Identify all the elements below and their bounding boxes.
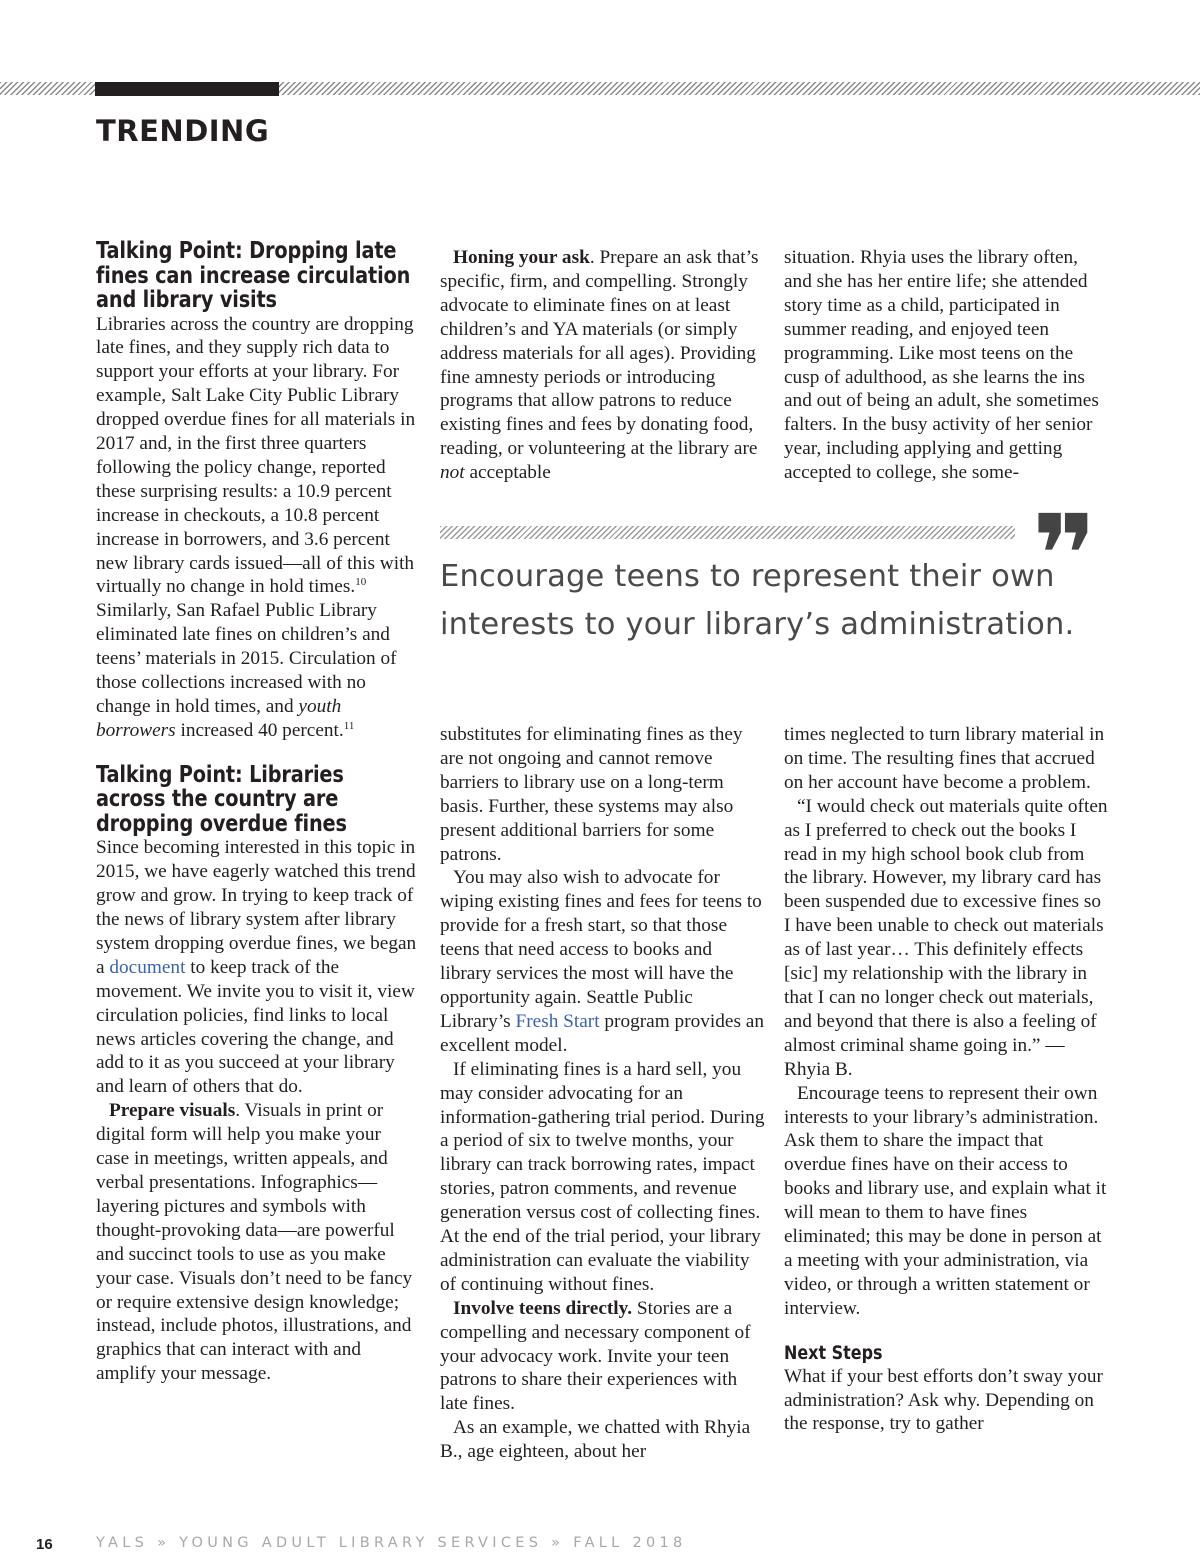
footer-separator-2: » (551, 1535, 565, 1551)
talking-point-heading-2: Talking Point: Libraries across the country are dropping overdue fines (96, 761, 347, 837)
column-2-bottom (440, 723, 765, 1464)
paragraph-example: As an example, we chatted with Rhyia B., age eighteen, about her (440, 1417, 751, 1463)
footnote-ref-10: 10 (355, 576, 367, 589)
paragraph-next-steps: What if your best efforts don’t sway your administration? Ask why. Depending on the response, try to gather (784, 1365, 1103, 1435)
paragraph-substitutes: substitutes for eliminating fines as they are not ongoing and cannot remove barriers to library use on a long-term basis. Further, these systems may also present additional barriers for some patrons. (440, 724, 743, 865)
paragraph-prepare-visuals: Prepare visuals. Visuals in print or digital form will help you make your case in meetings, written appeals, and verbal presentations. Infographics—layering pictures and symbols with thought-provoking data—are powerful and succinct tools to use as you make your case. Visuals don’t need to be fancy or require extensive design knowledge; instead, include photos, illustrations, and graphics that can interact with and amplify your message. (96, 1100, 413, 1385)
running-footer (96, 1535, 687, 1551)
column-1 (96, 239, 418, 1386)
fresh-start-link[interactable]: Fresh Start (515, 1010, 600, 1032)
talking-point-heading-1: Talking Point: Dropping late fines can increase circulation and library visits (96, 238, 411, 313)
column-3-bottom (784, 723, 1109, 1436)
footer-yals: YALS (96, 1535, 149, 1551)
paragraph-honing-ask: Honing your ask. Prepare an ask that’s specific, firm, and compelling. Strongly advocate to eliminate fines on at least children’s and YA materials (or simply address materials for all ages). Providing fine amnesty periods or introducing programs that allow patrons to reduce existing fines and fees by donating food, reading, or volunteering at the library are not acceptable (440, 247, 759, 484)
footer-separator-1: » (157, 1535, 171, 1551)
paragraph-neglected: times neglected to turn library material in on time. The resulting fines that accrued on her account have become a problem. (784, 724, 1105, 793)
paragraph-trial-period: If eliminating fines is a hard sell, you may consider advocating for an information-gathering trial period. During a period of six to twelve months, your library can track borrowing rates, impact stories, patron comments, and revenue generation versus cost of collecting fines. At the end of the trial period, your library administration can evaluate the viability of continuing without fines. (440, 1058, 765, 1295)
pull-quote-stripe (440, 526, 1015, 539)
document-link[interactable]: document (109, 956, 186, 978)
paragraph-salt-lake: Libraries across the country are dropping late fines, and they supply rich data to support your efforts at your library. For example, Salt Lake City Public Library dropped overdue fines for all materials in 2017 and, in the first three quarters following the policy change, reported these surprising results: a 10.9 percent increase in checkouts, a 10.8 percent increase in borrowers, and 3.6 percent new library cards issued—all of this with virtually no change in hold times.$^{10}$ Similarly, San Rafael Public Library eliminated late fines on children’s and teens’ materials in 2015. Circulation of those collections increased with no change in hold times, and youth borrowers increased 40 percent.$^{11}$ (96, 313, 416, 741)
column-3-top (784, 246, 1109, 485)
page-number: 16 (36, 1536, 53, 1553)
footer-issue: FALL 2018 (573, 1535, 687, 1551)
header-black-bar (95, 82, 279, 96)
paragraph-rhyia-situation: situation. Rhyia uses the library often, and she has her entire life; she attended story time as a child, participated in summer reading, and enjoyed teen programming. Like most teens on the cusp of adulthood, as she learns the ins and out of being an adult, she sometimes falters. In the busy activity of her senior year, including applying and getting accepted to college, she some- (784, 247, 1099, 484)
next-steps-heading: Next Steps (784, 1341, 883, 1364)
paragraph-trend: Since becoming interested in this topic in 2015, we have eagerly watched this trend grow and grow. In trying to keep track of the news of library system after library system dropping overdue fines, we began a document to keep track of the movement. We invite you to visit it, view circulation policies, find links to local news articles covering the change, and add to it as you succeed at your library and learn of others that do. (96, 837, 417, 1098)
column-2-top (440, 246, 765, 485)
pull-quote: Encourage teens to represent their own interests to your library’s administration. (440, 559, 1075, 642)
paragraph-rhyia-quote: “I would check out materials quite often as I preferred to check out the books I read in my high school book club from the library. However, my library card has been suspended due to excessive fines so I have been unable to check out materials as of last year… This definitely effects [sic] my relationship with the library in that I can no longer check out materials, and beyond that there is also a feeling of almost criminal shame going in.” —Rhyia B. (784, 795, 1108, 1080)
paragraph-involve-teens: Involve teens directly. Stories are a compelling and necessary component of your advocacy work. Invite your teen patrons to share their experiences with late fines. (440, 1297, 751, 1415)
paragraph-fresh-start: You may also wish to advocate for wiping existing fines and fees for teens to provide for a fresh start, so that those teens that need access to books and library services the most will have the opportunity again. Seattle Public Library’s Fresh Start program provides an excellent model. (440, 867, 764, 1056)
section-label: TRENDING (96, 114, 270, 148)
paragraph-encourage-teens: Encourage teens to represent their own interests to your library’s administration. Ask them to share the impact that overdue fines have on their access to books and library use, and explain what it will mean to them to have fines eliminated; this may be done in person at a meeting with your administration, via video, or through a written statement or interview. (784, 1082, 1107, 1319)
footer-magazine-title: YOUNG ADULT LIBRARY SERVICES (179, 1535, 543, 1551)
footnote-ref-11: 11 (343, 719, 355, 732)
quote-mark-icon: ❞ (1032, 491, 1097, 619)
